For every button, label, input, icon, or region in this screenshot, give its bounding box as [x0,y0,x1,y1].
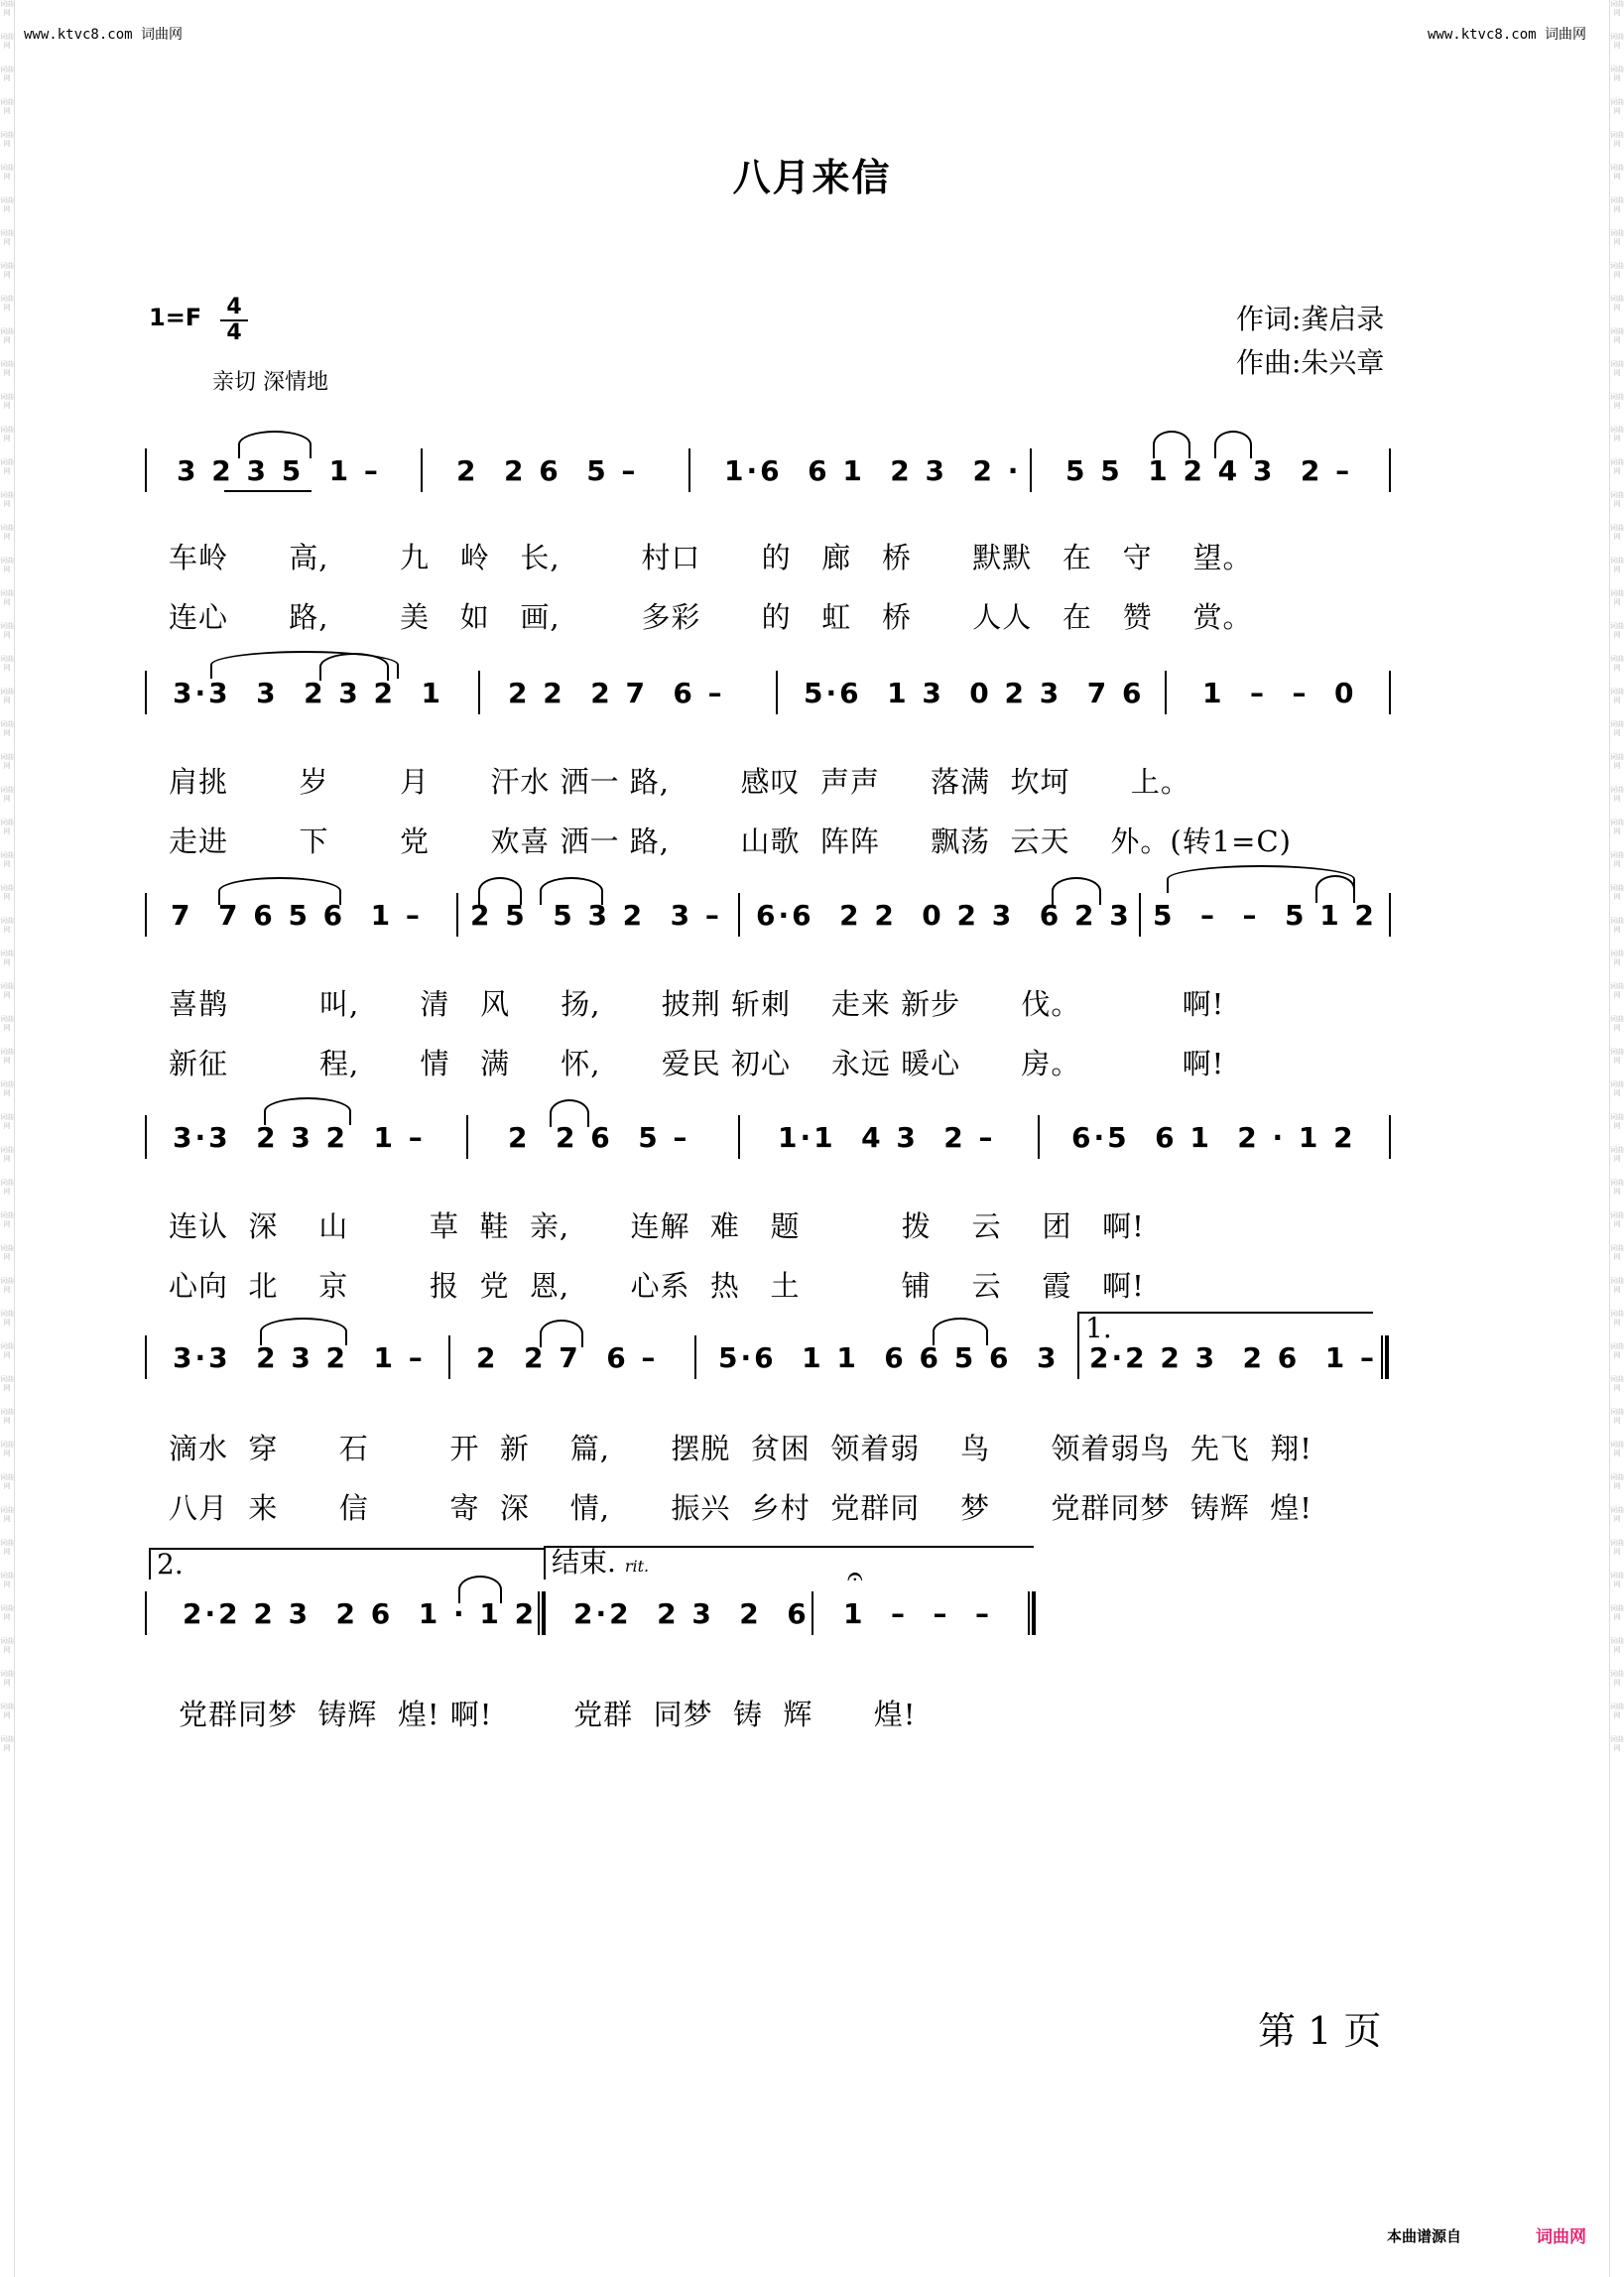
measure: 7 7 6 5 6 1 – [171,899,423,932]
lyric-line: 滴水 穿 石 开 新 篇, 摆脱 贫困 领着弱 鸟 领着弱鸟 先飞 翔! [169,1432,1312,1465]
edge-watermark-text: 词曲网 [1610,360,1624,377]
slur [238,431,312,458]
fermata-icon: 𝄐 [847,1560,863,1592]
measure: 2·2 2 3 2 6 1 · 1 2 [183,1597,538,1630]
edge-watermark-text: 词曲网 [0,1146,14,1163]
edge-watermark-text: 词曲网 [0,98,14,115]
edge-watermark-text: 词曲网 [0,1473,14,1490]
edge-watermark-text: 词曲网 [0,917,14,934]
edge-watermark-text: 词曲网 [1610,1310,1624,1327]
edge-watermark-text: 词曲网 [0,164,14,181]
measure: 3·3 2 3 2 1 – [173,1121,426,1154]
lyric-line: 车岭 高, 九 岭 长, 村口 的 廊 桥 默默 在 守 望。 [169,541,1253,574]
edge-watermark-text: 词曲网 [1610,1735,1624,1752]
measure: 1·1 4 3 2 – [778,1121,996,1154]
edge-watermark-text: 词曲网 [1610,1080,1624,1097]
staff-system-2 [145,671,1395,730]
edge-watermark-text: 词曲网 [0,949,14,966]
slur [319,653,389,681]
edge-watermark-text: 词曲网 [1610,0,1624,17]
edge-watermark-text: 词曲网 [1610,1015,1624,1032]
edge-watermark-text: 词曲网 [1610,1703,1624,1719]
edge-watermark-text: 词曲网 [0,589,14,606]
edge-watermark-text: 词曲网 [0,1375,14,1392]
slur [540,877,603,905]
slur [260,1318,347,1345]
lyric-line: 党群同梦 铸辉 煌! 啊! 党群 同梦 铸 辉 煌! [179,1698,917,1731]
staff-system-4 [145,1115,1395,1175]
edge-watermark-text: 词曲网 [1610,589,1624,606]
edge-watermark-text: 词曲网 [0,1277,14,1294]
edge-watermark-text: 词曲网 [1610,491,1624,508]
measure: 2 2 6 5 – [456,454,639,487]
edge-watermark-text: 词曲网 [1610,688,1624,704]
edge-watermark-text: 词曲网 [1610,1572,1624,1588]
edge-watermark-text: 词曲网 [0,557,14,573]
edge-watermark-text: 词曲网 [0,360,14,377]
edge-watermark-text: 词曲网 [0,1506,14,1523]
edge-watermark-text: 词曲网 [1610,753,1624,770]
measure: 2 5 5 3 2 3 – [470,899,722,932]
slur [1315,875,1355,903]
page-number: 第 1 页 [1258,2009,1382,2053]
slur [933,1318,988,1345]
measure: 5·6 1 1 6 6 5 6 3 [718,1341,1060,1374]
edge-watermark-text: 词曲网 [0,1572,14,1588]
edge-watermark-text: 词曲网 [1610,65,1624,82]
edge-watermark-text: 词曲网 [0,753,14,770]
edge-watermark-text: 词曲网 [1610,1375,1624,1392]
edge-watermark-text: 词曲网 [0,884,14,901]
edge-watermark-text: 词曲网 [1610,426,1624,443]
slur [550,1099,589,1127]
edge-watermark-text: 词曲网 [1610,131,1624,148]
measure: 1 – – 0 [1202,677,1357,709]
edge-watermark-text: 词曲网 [0,458,14,475]
time-signature [220,296,248,345]
edge-watermark-text: 词曲网 [0,524,14,541]
edge-watermark-text: 词曲网 [1610,1179,1624,1196]
staff-system-3 [145,893,1395,952]
edge-watermark-text: 词曲网 [0,1048,14,1065]
edge-watermark-text: 词曲网 [0,1408,14,1425]
edge-watermark-text: 词曲网 [1610,557,1624,573]
measure: 5 5 1 2 4 3 2 – [1065,454,1353,487]
slur [264,1097,351,1125]
edge-watermark-text: 词曲网 [1610,164,1624,181]
footer-source: 本曲谱源自 [1387,2227,1462,2245]
staff-system-1 [145,448,1395,508]
edge-watermark-text: 词曲网 [1610,524,1624,541]
second-ending: 2. [149,1548,544,1580]
edge-watermark-text: 词曲网 [0,1113,14,1130]
edge-watermark-text: 词曲网 [0,786,14,803]
edge-watermark-text: 词曲网 [0,688,14,704]
edge-watermark-text: 词曲网 [0,1604,14,1621]
edge-watermark-text: 词曲网 [1610,295,1624,312]
edge-watermark-text: 词曲网 [1610,1637,1624,1654]
composer: 作曲:朱兴章 [1236,346,1385,379]
edge-watermark-text: 词曲网 [1610,949,1624,966]
measure: 2 2 6 5 – [508,1121,690,1154]
edge-watermark-text: 词曲网 [1610,1342,1624,1359]
edge-watermark-text: 词曲网 [0,1735,14,1752]
time-signature-top: 4 [226,295,242,319]
ending-label: 结束. [552,1546,616,1579]
repeat-barline [538,1591,546,1635]
lyric-line: 连认 深 山 草 鞋 亲, 连解 难 题 拨 云 团 啊! [169,1209,1145,1243]
lyric-line: 走进 下 党 欢喜 洒一 路, 山歌 阵阵 飘荡 云天 外。(转1=C) [169,824,1292,858]
edge-watermark-text: 词曲网 [1610,1473,1624,1490]
edge-watermark-text: 词曲网 [0,655,14,672]
edge-watermark-text: 词曲网 [1610,262,1624,279]
measure: 2·2 2 3 2 6 [573,1597,810,1630]
beam [224,490,312,492]
edge-watermark-text: 词曲网 [1610,622,1624,639]
page-title: 八月来信 [732,156,892,199]
slur [458,1576,502,1603]
measure: 1 – – – [843,1597,992,1630]
site-header-left: www.ktvc8.com 词曲网 [24,27,184,43]
edge-watermark-text: 词曲网 [0,262,14,279]
slur [1214,431,1252,458]
measure: 6·5 6 1 2 · 1 2 [1071,1121,1356,1154]
edge-watermark-text: 词曲网 [1610,884,1624,901]
measure: 6·6 2 2 0 2 3 6 2 3 [756,899,1132,932]
edge-watermark-text: 词曲网 [0,1179,14,1196]
edge-watermark-text: 词曲网 [0,229,14,246]
edge-watermark-text: 词曲网 [1610,851,1624,868]
edge-watermark-text: 词曲网 [1610,1408,1624,1425]
measure: 5·6 1 3 0 2 3 7 6 [804,677,1145,709]
edge-watermark-text: 词曲网 [0,65,14,82]
lyric-line: 新征 程, 情 满 怀, 爱民 初心 永远 暖心 房。 啊! [169,1047,1225,1080]
measure: 3 2 3 5 1 – [177,454,381,487]
edge-watermark-text: 词曲网 [1610,1670,1624,1687]
measure: 2 2 2 7 6 – [508,677,725,709]
staff-system-6 [145,1546,1395,1651]
edge-watermark-text: 词曲网 [1610,786,1624,803]
edge-watermark-text: 词曲网 [0,1670,14,1687]
measure: 2·2 2 3 2 6 1 – [1089,1341,1377,1374]
key-signature: 1=F [149,304,202,331]
edge-watermark-text: 词曲网 [1610,917,1624,934]
edge-watermark-text: 词曲网 [0,1244,14,1261]
edge-watermark-text: 词曲网 [0,1080,14,1097]
slur [540,1320,583,1347]
edge-watermark-text: 词曲网 [1610,196,1624,213]
edge-watermark-text: 词曲网 [1610,819,1624,835]
edge-watermark-text: 词曲网 [1610,1506,1624,1523]
edge-watermark-text: 词曲网 [0,1441,14,1457]
repeat-barline [1381,1335,1389,1379]
measure: 3·3 3 2 3 2 1 [173,677,443,709]
time-signature-bottom: 4 [220,319,248,345]
edge-watermark-text: 词曲网 [0,33,14,50]
measure: 3·3 2 3 2 1 – [173,1341,426,1374]
edge-watermark-text: 词曲网 [0,1310,14,1327]
edge-watermark-text: 词曲网 [0,1015,14,1032]
edge-watermark-text: 词曲网 [0,1342,14,1359]
edge-watermark-text: 词曲网 [1610,327,1624,344]
edge-watermark-text: 词曲网 [0,491,14,508]
edge-watermark-text: 词曲网 [0,622,14,639]
site-header-right: www.ktvc8.com 词曲网 [1427,27,1586,43]
edge-watermark-text: 词曲网 [0,851,14,868]
slur [1153,431,1190,458]
footer-brand-logo: 词曲网 [1536,2227,1586,2247]
lyric-line: 心向 北 京 报 党 恩, 心系 热 土 铺 云 霞 啊! [169,1269,1145,1303]
edge-watermark-text: 词曲网 [1610,720,1624,737]
left-edge-watermark [0,0,15,2277]
edge-watermark-text: 词曲网 [1610,458,1624,475]
edge-watermark-text: 词曲网 [1610,1277,1624,1294]
tempo-marking: 亲切 深情地 [212,370,328,395]
right-edge-watermark [1609,0,1624,2277]
slur [1052,877,1101,905]
edge-watermark-text: 词曲网 [1610,1048,1624,1065]
edge-watermark-text: 词曲网 [1610,393,1624,410]
measure: 1·6 6 1 2 3 2 · [724,454,1022,487]
slur [478,877,522,905]
edge-watermark-text: 词曲网 [1610,982,1624,999]
edge-watermark-text: 词曲网 [1610,1244,1624,1261]
edge-watermark-text: 词曲网 [0,1703,14,1719]
lyricist: 作词:龚启录 [1236,303,1385,335]
edge-watermark-text: 词曲网 [1610,98,1624,115]
edge-watermark-text: 词曲网 [0,1539,14,1556]
final-barline [1028,1591,1036,1635]
edge-watermark-text: 词曲网 [0,982,14,999]
slur [218,877,341,905]
edge-watermark-text: 词曲网 [1610,1604,1624,1621]
edge-watermark-text: 词曲网 [0,1637,14,1654]
staff-system-5 [145,1312,1395,1395]
coda-ending [544,1546,1034,1580]
edge-watermark-text: 词曲网 [0,0,14,17]
edge-watermark-text: 词曲网 [0,131,14,148]
edge-watermark-text: 词曲网 [1610,1441,1624,1457]
edge-watermark-text: 词曲网 [1610,1539,1624,1556]
first-ending: 1. [1077,1312,1373,1337]
ritardando-marking: rit. [624,1557,650,1576]
lyric-line: 八月 来 信 寄 深 情, 振兴 乡村 党群同 梦 党群同梦 铸辉 煌! [169,1491,1312,1525]
edge-watermark-text: 词曲网 [0,327,14,344]
lyric-line: 喜鹊 叫, 清 风 扬, 披荆 斩刺 走来 新步 伐。 啊! [169,987,1225,1021]
measure: 5 – – 5 1 2 [1153,899,1377,932]
edge-watermark-text: 词曲网 [0,1211,14,1228]
edge-watermark-text: 词曲网 [0,196,14,213]
edge-watermark-text: 词曲网 [0,295,14,312]
lyric-line: 肩挑 岁 月 汗水 洒一 路, 感叹 声声 落满 坎坷 上。 [169,765,1190,799]
edge-watermark-text: 词曲网 [1610,1146,1624,1163]
edge-watermark-text: 词曲网 [1610,1113,1624,1130]
edge-watermark-text: 词曲网 [0,819,14,835]
edge-watermark-text: 词曲网 [1610,33,1624,50]
edge-watermark-text: 词曲网 [1610,1211,1624,1228]
edge-watermark-text: 词曲网 [1610,655,1624,672]
measure: 2 2 7 6 – [476,1341,659,1374]
edge-watermark-text: 词曲网 [0,426,14,443]
edge-watermark-text: 词曲网 [0,393,14,410]
edge-watermark-text: 词曲网 [1610,229,1624,246]
lyric-line: 连心 路, 美 如 画, 多彩 的 虹 桥 人人 在 赞 赏。 [169,600,1253,634]
edge-watermark-text: 词曲网 [0,720,14,737]
